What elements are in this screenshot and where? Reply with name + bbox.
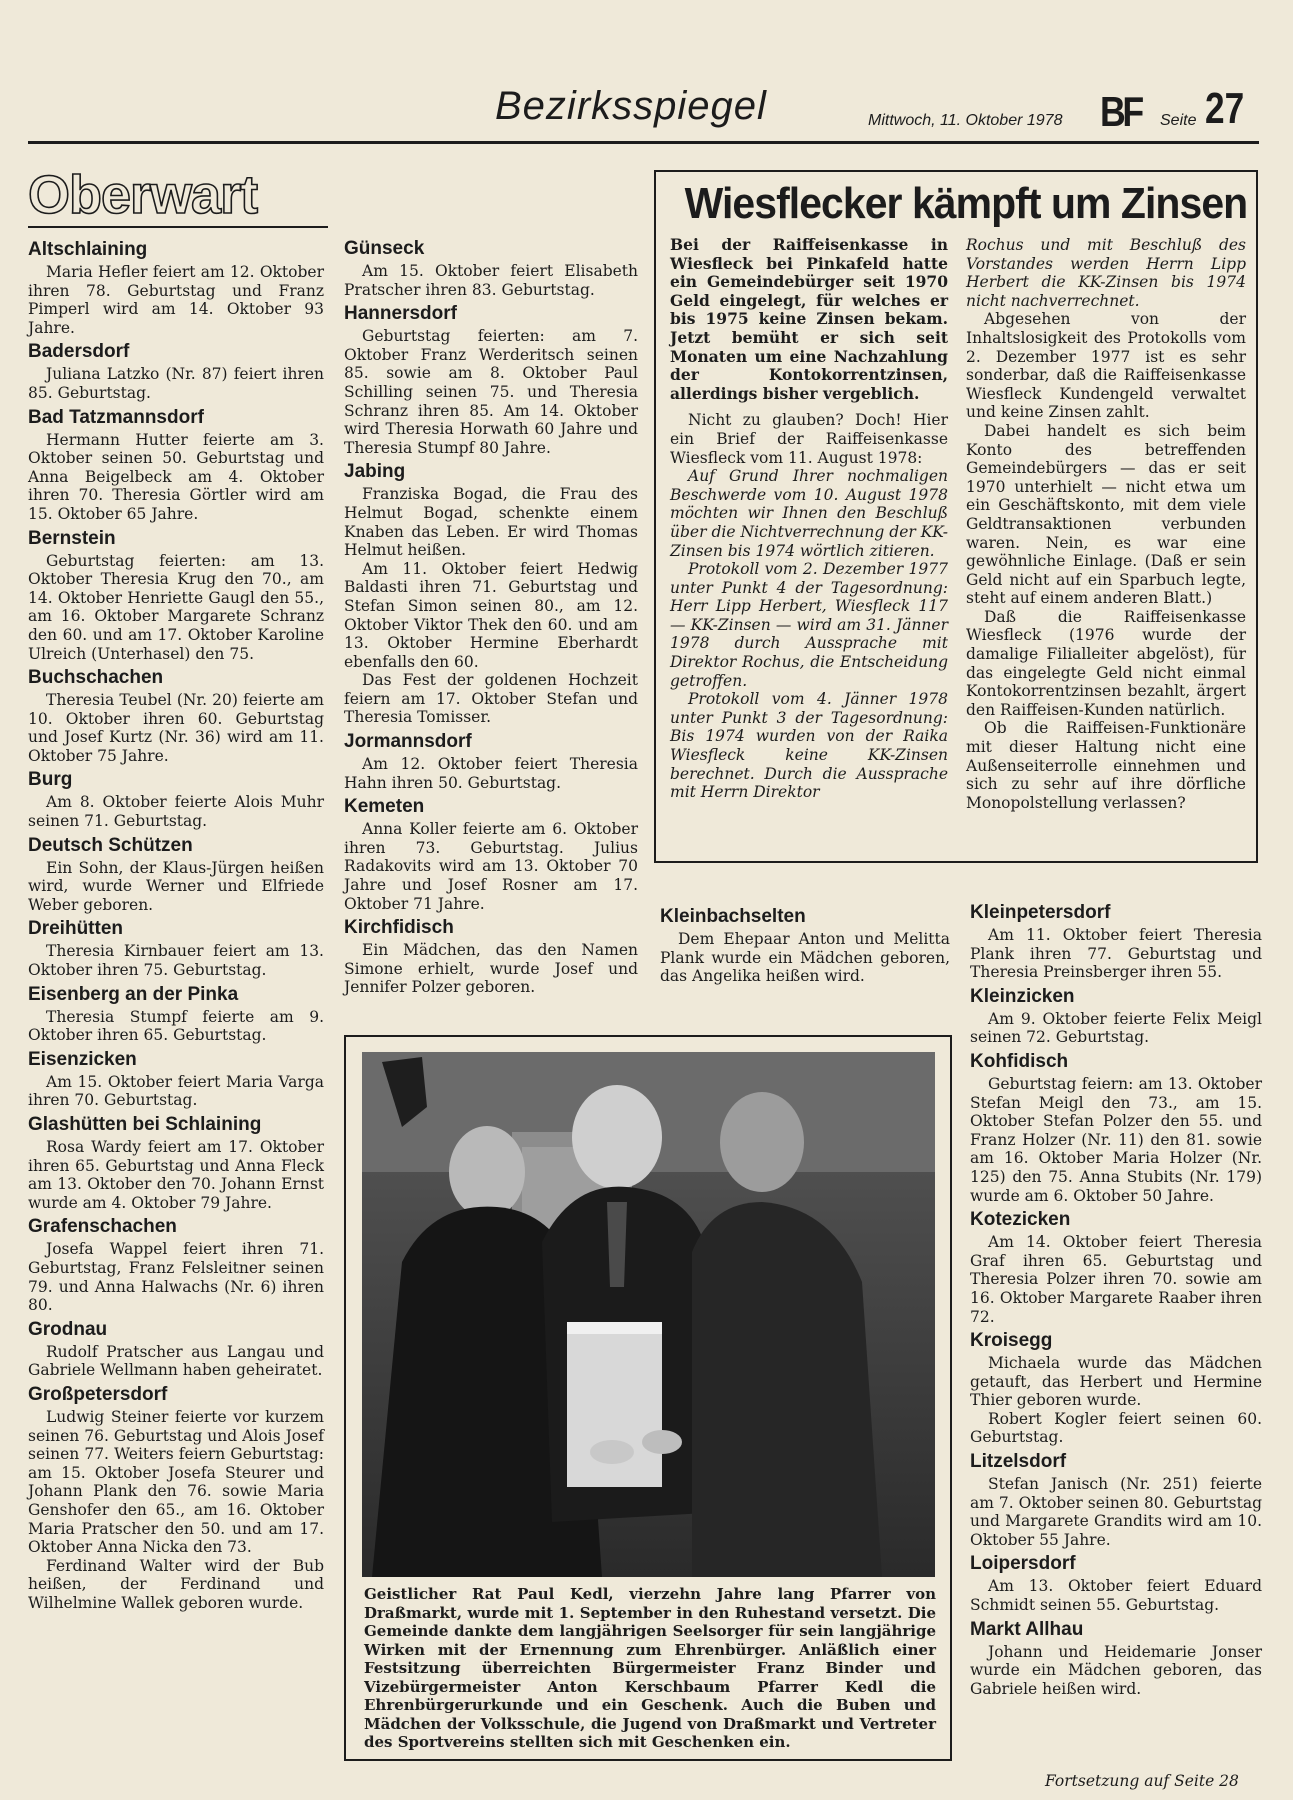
place-heading: Deutsch Schützen [28, 834, 193, 856]
place-heading: Hannersdorf [344, 303, 457, 325]
news-photo [362, 1052, 935, 1577]
notice-text: Theresia Stumpf feierte am 9. Oktober ihren 65. Geburtstag. [28, 1007, 324, 1045]
notice-text: Stefan Janisch (Nr. 251) feierte am 7. Oktober seinen 80. Geburtstag und Margarete Grandits wird am 10. Oktober 55 Jahre. [970, 1475, 1262, 1549]
photo-illustration [362, 1052, 935, 1577]
article-column-left [670, 236, 948, 802]
article-quote: Protokoll vom 4. Jänner 1978 unter Punkt 3 der Tagesordnung: Bis 1974 wurden von der Raika Wiesfleck keine KK-Zinsen berechnet. Durch die Aussprache mit Herrn Direktor [670, 690, 948, 802]
notice-text: Am 11. Oktober feiert Theresia Plank ihren 77. Geburtstag und Theresia Preinsberger ihren 55. [970, 926, 1262, 982]
place-heading: Kirchfidisch [344, 917, 454, 939]
continuation-note: Fortsetzung auf Seite 28 [1045, 1772, 1239, 1790]
section-title: Bezirksspiegel [495, 84, 767, 128]
article-quote: Protokoll vom 2. Dezember 1977 unter Punkt 4 der Tagesordnung: Herr Lipp Herbert, Wiesfleck 117 — KK-Zinsen — wird am 31. Jänner 1978 durch Aussprache mit Direktor Rochus, die Entscheidung getroffen. [670, 560, 948, 690]
place-heading: Jabing [344, 461, 406, 483]
place-heading: Kleinpetersdorf [970, 902, 1111, 923]
place-heading: Kotezicken [970, 1209, 1071, 1231]
notice-text: Ein Mädchen, das den Namen Simone erhielt, wurde Josef und Jennifer Polzer geboren. [344, 941, 638, 997]
place-heading: Litzelsdorf [970, 1451, 1067, 1473]
article-headline: Wiesflecker kämpft um Zinsen [684, 179, 1248, 228]
notice-text: Am 8. Oktober feierte Alois Muhr seinen 71. Geburtstag. [28, 793, 324, 831]
notice-text: Das Fest der goldenen Hochzeit feiern am 17. Oktober Stefan und Theresia Tomisser. [344, 671, 638, 727]
notice-text: Anna Koller feierte am 6. Oktober ihren 73. Geburtstag. Julius Radakovits wird am 13. Oktober 70 Jahre und Josef Rosner am 17. Oktober 71 Jahre. [344, 820, 638, 913]
notice-text: Rudolf Pratscher aus Langau und Gabriele Wellmann haben geheiratet. [28, 1342, 324, 1380]
place-heading: Günseck [344, 238, 425, 259]
notice-text: Michaela wurde das Mädchen getauft, das Herbert und Hermine Thier geboren wurde. [970, 1354, 1262, 1410]
notice-text: Ferdinand Walter wird der Bub heißen, der Ferdinand und Wilhelmine Wallek geboren wurde. [28, 1556, 324, 1612]
place-heading: Eisenberg an der Pinka [28, 983, 239, 1005]
place-heading: Altschlaining [28, 239, 148, 260]
district-rule [28, 226, 328, 228]
notice-text: Am 9. Oktober feierte Felix Meigl seinen 72. Geburtstag. [970, 1009, 1262, 1047]
place-heading: Bernstein [28, 527, 116, 549]
column-3 [660, 902, 950, 986]
notice-text: Geburtstag feierten: am 13. Oktober Theresia Krug den 70., am 14. Oktober Henriette Gaugl den 55., am 16. Oktober Margarete Schranz den 60. und am 17. Oktober Karoline Ulreich (Unterhasel) den 75. [28, 551, 324, 663]
place-heading: Jormannsdorf [344, 731, 472, 753]
notice-text: Josefa Wappel feiert ihren 71. Geburtstag, Franz Felsleitner seinen 79. und Anna Halwachs (Nr. 6) ihren 80. [28, 1240, 324, 1315]
place-heading: Kleinbachselten [660, 906, 806, 927]
page-number: 27 [1205, 84, 1245, 133]
notice-text: Am 15. Oktober feiert Maria Varga ihren 70. Geburtstag. [28, 1072, 324, 1110]
notice-text: Franziska Bogad, die Frau des Helmut Bogad, schenkte einem Knaben das Leben. Er wird Thomas Helmut heißen. [344, 485, 638, 560]
notice-text: Geburtstag feierten: am 7. Oktober Franz Werderitsch seinen 85. sowie am 8. Oktober Paul Schilling seinen 75. und Theresia Schranz ihren 85. Am 14. Oktober wird Theresia Horwath 60 Jahre und Theresia Stumpf 80 Jahre. [344, 327, 638, 457]
place-heading: Dreihütten [28, 918, 123, 940]
place-heading: Glashütten bei Schlaining [28, 1114, 262, 1135]
column-4 [970, 898, 1262, 1698]
place-heading: Loipersdorf [970, 1553, 1076, 1575]
place-heading: Eisenzicken [28, 1048, 137, 1070]
photo-caption: Geistlicher Rat Paul Kedl, vierzehn Jahre lang Pfarrer von Draßmarkt, wurde mit 1. September in den Ruhestand versetzt. Die Gemeinde dankte dem langjährigen Seelsorger für sein langjährige Wirken mit der Ernennung zum Ehrenbürger. Anläßlich einer Festsitzung überreichten Bürgermeister Franz Binder und Vizebürgermeister Anton Kerschbaum Pfarrer Kedl die Ehrenbürgerurkunde und ein Geschenk. Auch die Buben und Mädchen der Volksschule, die Jugend von Draßmarkt und Vertreter des Sportvereins stellten sich mit Geschenken ein. [364, 1585, 936, 1751]
place-heading: Bad Tatzmannsdorf [28, 406, 204, 428]
place-heading: Großpetersdorf [28, 1383, 168, 1405]
article-quote: Rochus und mit Beschluß des Vorstandes werden Herrn Lipp Herbert die KK-Zinsen bis 1974 nicht nachverrechnet. [966, 236, 1246, 310]
notice-text: Am 11. Oktober feiert Hedwig Baldasti ihren 71. Geburtstag und Stefan Simon seinen 80., am 12. Oktober Viktor Thek den 60. und am 13. Oktober Hermine Eberhardt ebenfalls den 60. [344, 559, 638, 671]
place-heading: Buchschachen [28, 667, 164, 689]
article-paragraph: Nicht zu glauben? Doch! Hier ein Brief der Raiffeisenkasse Wiesfleck vom 11. August 1978: [670, 411, 948, 467]
article-paragraph: Ob die Raiffeisen-Funktionäre mit dieser Haltung nicht eine Außenseiterrolle einnehmen und sich zu sehr auf ihre dörfliche Monopolstellung verlassen? [966, 719, 1246, 812]
notice-text: Ludwig Steiner feierte vor kurzem seinen 76. Geburtstag und Alois Josef seinen 77. Weiters feiern Geburtstag: am 15. Oktober Josefa Steurer und Johann Plank den 76. sowie Maria Genshofer den 65., am 16. Oktober Maria Pratscher den 50. und am 17. Oktober Anna Nicka den 73. [28, 1407, 324, 1557]
notice-text: Hermann Hutter feierte am 3. Oktober seinen 50. Geburtstag und Anna Beigelbeck am 4. Oktober ihren 70. Theresia Görtler wird am 15. Oktober 65 Jahre. [28, 430, 324, 523]
place-heading: Burg [28, 769, 73, 791]
article-quote: Auf Grund Ihrer nochmaligen Beschwerde vom 10. August 1978 möchten wir Ihnen den Beschluß über die Nichtverrechnung der KK-Zinsen bis 1974 wörtlich zitieren. [670, 467, 948, 560]
notice-text: Am 14. Oktober feiert Theresia Graf ihren 65. Geburtstag und Theresia Polzer ihren 70. sowie am 16. Oktober Margarete Raaber ihren 72. [970, 1233, 1262, 1326]
notice-text: Geburtstag feiern: am 13. Oktober Stefan Meigl den 73., am 15. Oktober Stefan Polzer den 55. und Franz Holzer (Nr. 11) den 81. sowie am 16. Oktober Maria Holzer (Nr. 125) den 75. Anna Stubits (Nr. 179) wurde am 6. Oktober 50 Jahre. [970, 1074, 1262, 1205]
issue-date: Mittwoch, 11. Oktober 1978 [868, 112, 1063, 129]
notice-text: Dem Ehepaar Anton und Melitta Plank wurde ein Mädchen geboren, das Angelika heißen wird. [660, 930, 950, 986]
district-title: Oberwart [28, 165, 258, 225]
notice-text: Am 13. Oktober feiert Eduard Schmidt seinen 55. Geburtstag. [970, 1577, 1262, 1615]
newspaper-logo: BF [1100, 88, 1141, 135]
place-heading: Grodnau [28, 1318, 108, 1340]
notice-text: Ein Sohn, der Klaus-Jürgen heißen wird, wurde Werner und Elfriede Weber geboren. [28, 858, 324, 914]
place-heading: Grafenschachen [28, 1216, 177, 1238]
place-heading: Kemeten [344, 796, 425, 818]
notice-text: Theresia Kirnbauer feiert am 13. Oktober ihren 75. Geburtstag. [28, 942, 324, 980]
place-heading: Badersdorf [28, 341, 130, 363]
notice-text: Robert Kogler feiert seinen 60. Geburtstag. [970, 1409, 1262, 1447]
place-heading: Markt Allhau [970, 1618, 1084, 1640]
notice-text: Am 12. Oktober feiert Theresia Hahn ihren 50. Geburtstag. [344, 755, 638, 792]
article-column-right [966, 236, 1246, 812]
column-1 [28, 235, 324, 1612]
header-rule [28, 141, 1259, 144]
notice-text: Maria Hefler feiert am 12. Oktober ihren 78. Geburtstag und Franz Pimperl wird am 14. Oktober 93 Jahre. [28, 263, 324, 337]
place-heading: Kroisegg [970, 1330, 1053, 1352]
place-heading: Kohfidisch [970, 1050, 1069, 1072]
notice-text: Rosa Wardy feiert am 17. Oktober ihren 65. Geburtstag und Anna Fleck am 13. Oktober den 70. Johann Ernst wurde am 4. Oktober 79 Jahre. [28, 1138, 324, 1212]
notice-text: Juliana Latzko (Nr. 87) feiert ihren 85. Geburtstag. [28, 365, 324, 402]
column-2 [344, 234, 638, 997]
notice-text: Theresia Teubel (Nr. 20) feierte am 10. Oktober ihren 60. Geburtstag und Josef Kurtz (Nr. 36) wird am 11. Oktober 75 Jahre. [28, 691, 324, 765]
page-label: Seite [1160, 112, 1197, 129]
notice-text: Johann und Heidemarie Jonser wurde ein Mädchen geboren, das Gabriele heißen wird. [970, 1642, 1262, 1698]
notice-text: Am 15. Oktober feiert Elisabeth Pratscher ihren 83. Geburtstag. [344, 262, 638, 299]
article-paragraph: Abgesehen von der Inhaltslosigkeit des Protokolls vom 2. Dezember 1977 ist es sehr sonderbar, daß die Raiffeisenkasse Wiesfleck Kundengeld verwaltet und keine Zinsen zahlt. [966, 310, 1246, 422]
article-paragraph: Dabei handelt es sich beim Konto des betreffenden Gemeindebürgers — das er seit 1970 unterhielt — nicht etwa um ein Geschäftskonto, mit dem viele Geldtransaktionen verbunden waren. Nein, es war eine gewöhnliche Einlage. (Daß er sein Geld nicht auf ein Sparbuch legte, steht auf einem anderen Blatt.) [966, 421, 1246, 608]
article-paragraph: Daß die Raiffeisenkasse Wiesfleck (1976 wurde der damalige Filialleiter abgelöst), für das eingelegte Geld nicht einmal Kontokorrentzinsen bezahlt, ärgert den Raiffeisen-Kunden natürlich. [966, 607, 1246, 719]
place-heading: Kleinzicken [970, 985, 1075, 1007]
article-lead: Bei der Raiffeisenkasse in Wiesfleck bei Pinkafeld hatte ein Gemeindebürger seit 1970 Geld eingelegt, für welches er bis 1975 keine Zinsen bekam. Jetzt bemüht er sich seit Monaten um eine Nachzahlung der Kontokorrentzinsen, allerdings bisher vergeblich. [670, 235, 948, 403]
